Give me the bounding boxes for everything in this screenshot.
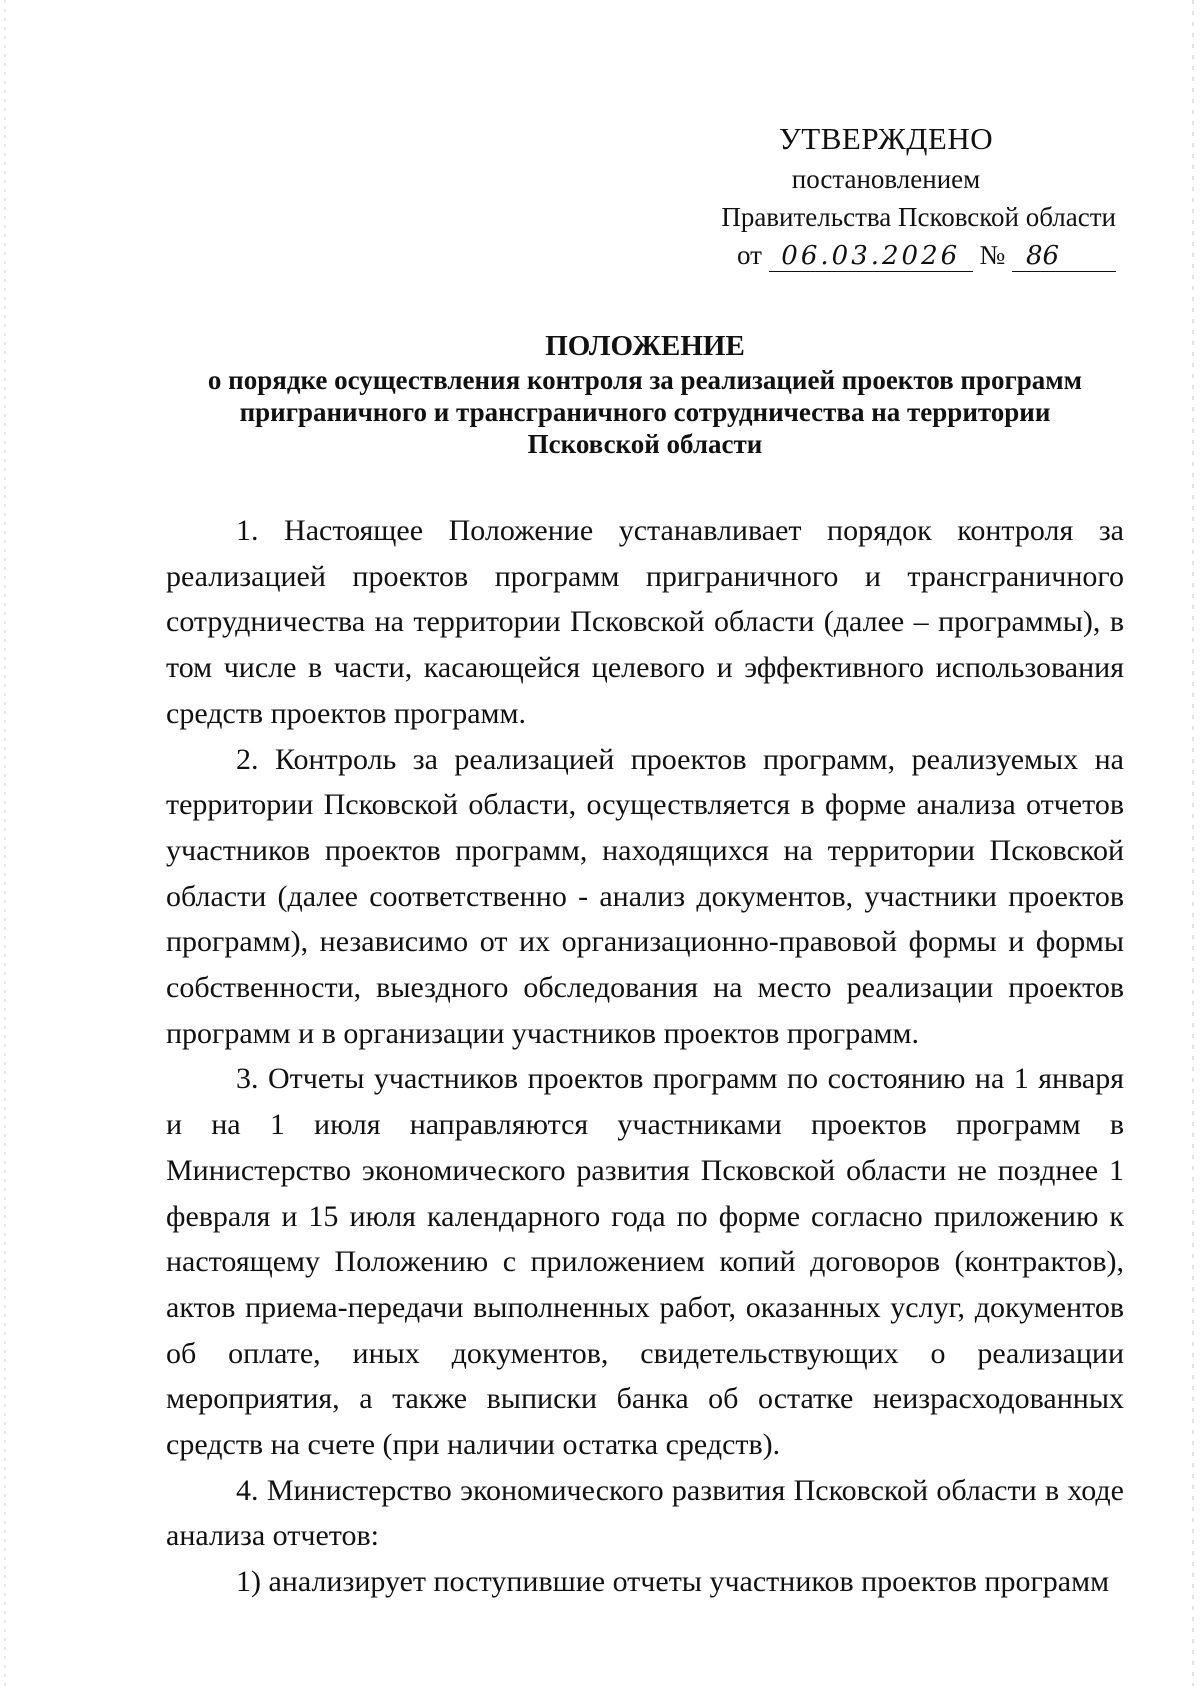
paragraph-5: 1) анализирует поступившие отчеты участников проектов программ bbox=[236, 1565, 1110, 1599]
approval-decree: постановлением bbox=[791, 164, 981, 194]
date-prefix: от bbox=[737, 240, 762, 270]
document-title: ПОЛОЖЕНИЕ bbox=[545, 330, 745, 362]
number-sign: № bbox=[979, 240, 1006, 270]
handwritten-number: 86 bbox=[1012, 241, 1116, 272]
heading-line-3: Псковской области bbox=[527, 429, 763, 459]
paragraph-2: 2. Контроль за реализацией проектов программ, реализуемых на территории Псковской области, осуществляется в форме анализа отчетов участников проектов программ, находящихся на территории Псковской области (далее соответственно - анализ документов, участники проектов программ), независимо от их организационно-правовой формы и формы собственности, выездного обследования на место реализации проектов программ и в организации участников проектов программ. bbox=[166, 742, 1124, 1050]
approval-date-line bbox=[656, 236, 1116, 274]
heading-line-1: о порядке осуществления контроля за реализацией проектов программ bbox=[207, 365, 1083, 395]
document-body bbox=[166, 508, 1124, 1605]
scan-edge-right bbox=[1192, 0, 1194, 1686]
approval-title: УТВЕРЖДЕНО bbox=[778, 121, 994, 156]
handwritten-date: 06.03.2026 bbox=[769, 241, 973, 272]
paragraph-4: 4. Министерство экономического развития Псковской области в ходе анализа отчетов: bbox=[166, 1473, 1124, 1553]
paragraph-1: 1. Настоящее Положение устанавливает порядок контроля за реализацией проектов программ приграничного и трансграничного сотрудничества на территории Псковской области (далее – программы), в том числе в части, касающейся целевого и эффективного использования средств проектов программ. bbox=[166, 514, 1124, 730]
heading-line-2: приграничного и трансграничного сотрудничества на территории bbox=[239, 397, 1051, 427]
document-heading bbox=[150, 330, 1140, 460]
approval-stamp bbox=[656, 120, 1116, 274]
approval-organization: Правительства Псковской области bbox=[721, 202, 1116, 232]
paragraph-3: 3. Отчеты участников проектов программ по состоянию на 1 января и на 1 июля направляются участниками проектов программ в Министерство экономического развития Псковской области не позднее 1 февраля и 15 июля календарного года по форме согласно приложению к настоящему Положению с приложением копий договоров (контрактов), актов приема-передачи выполненных работ, оказанных услуг, документов об оплате, иных документов, свидетельствующих о реализации мероприятия, а также выписки банка об остатке неизрасходованных средств на счете (при наличии остатка средств). bbox=[166, 1062, 1124, 1462]
scan-edge-left bbox=[4, 0, 6, 1686]
